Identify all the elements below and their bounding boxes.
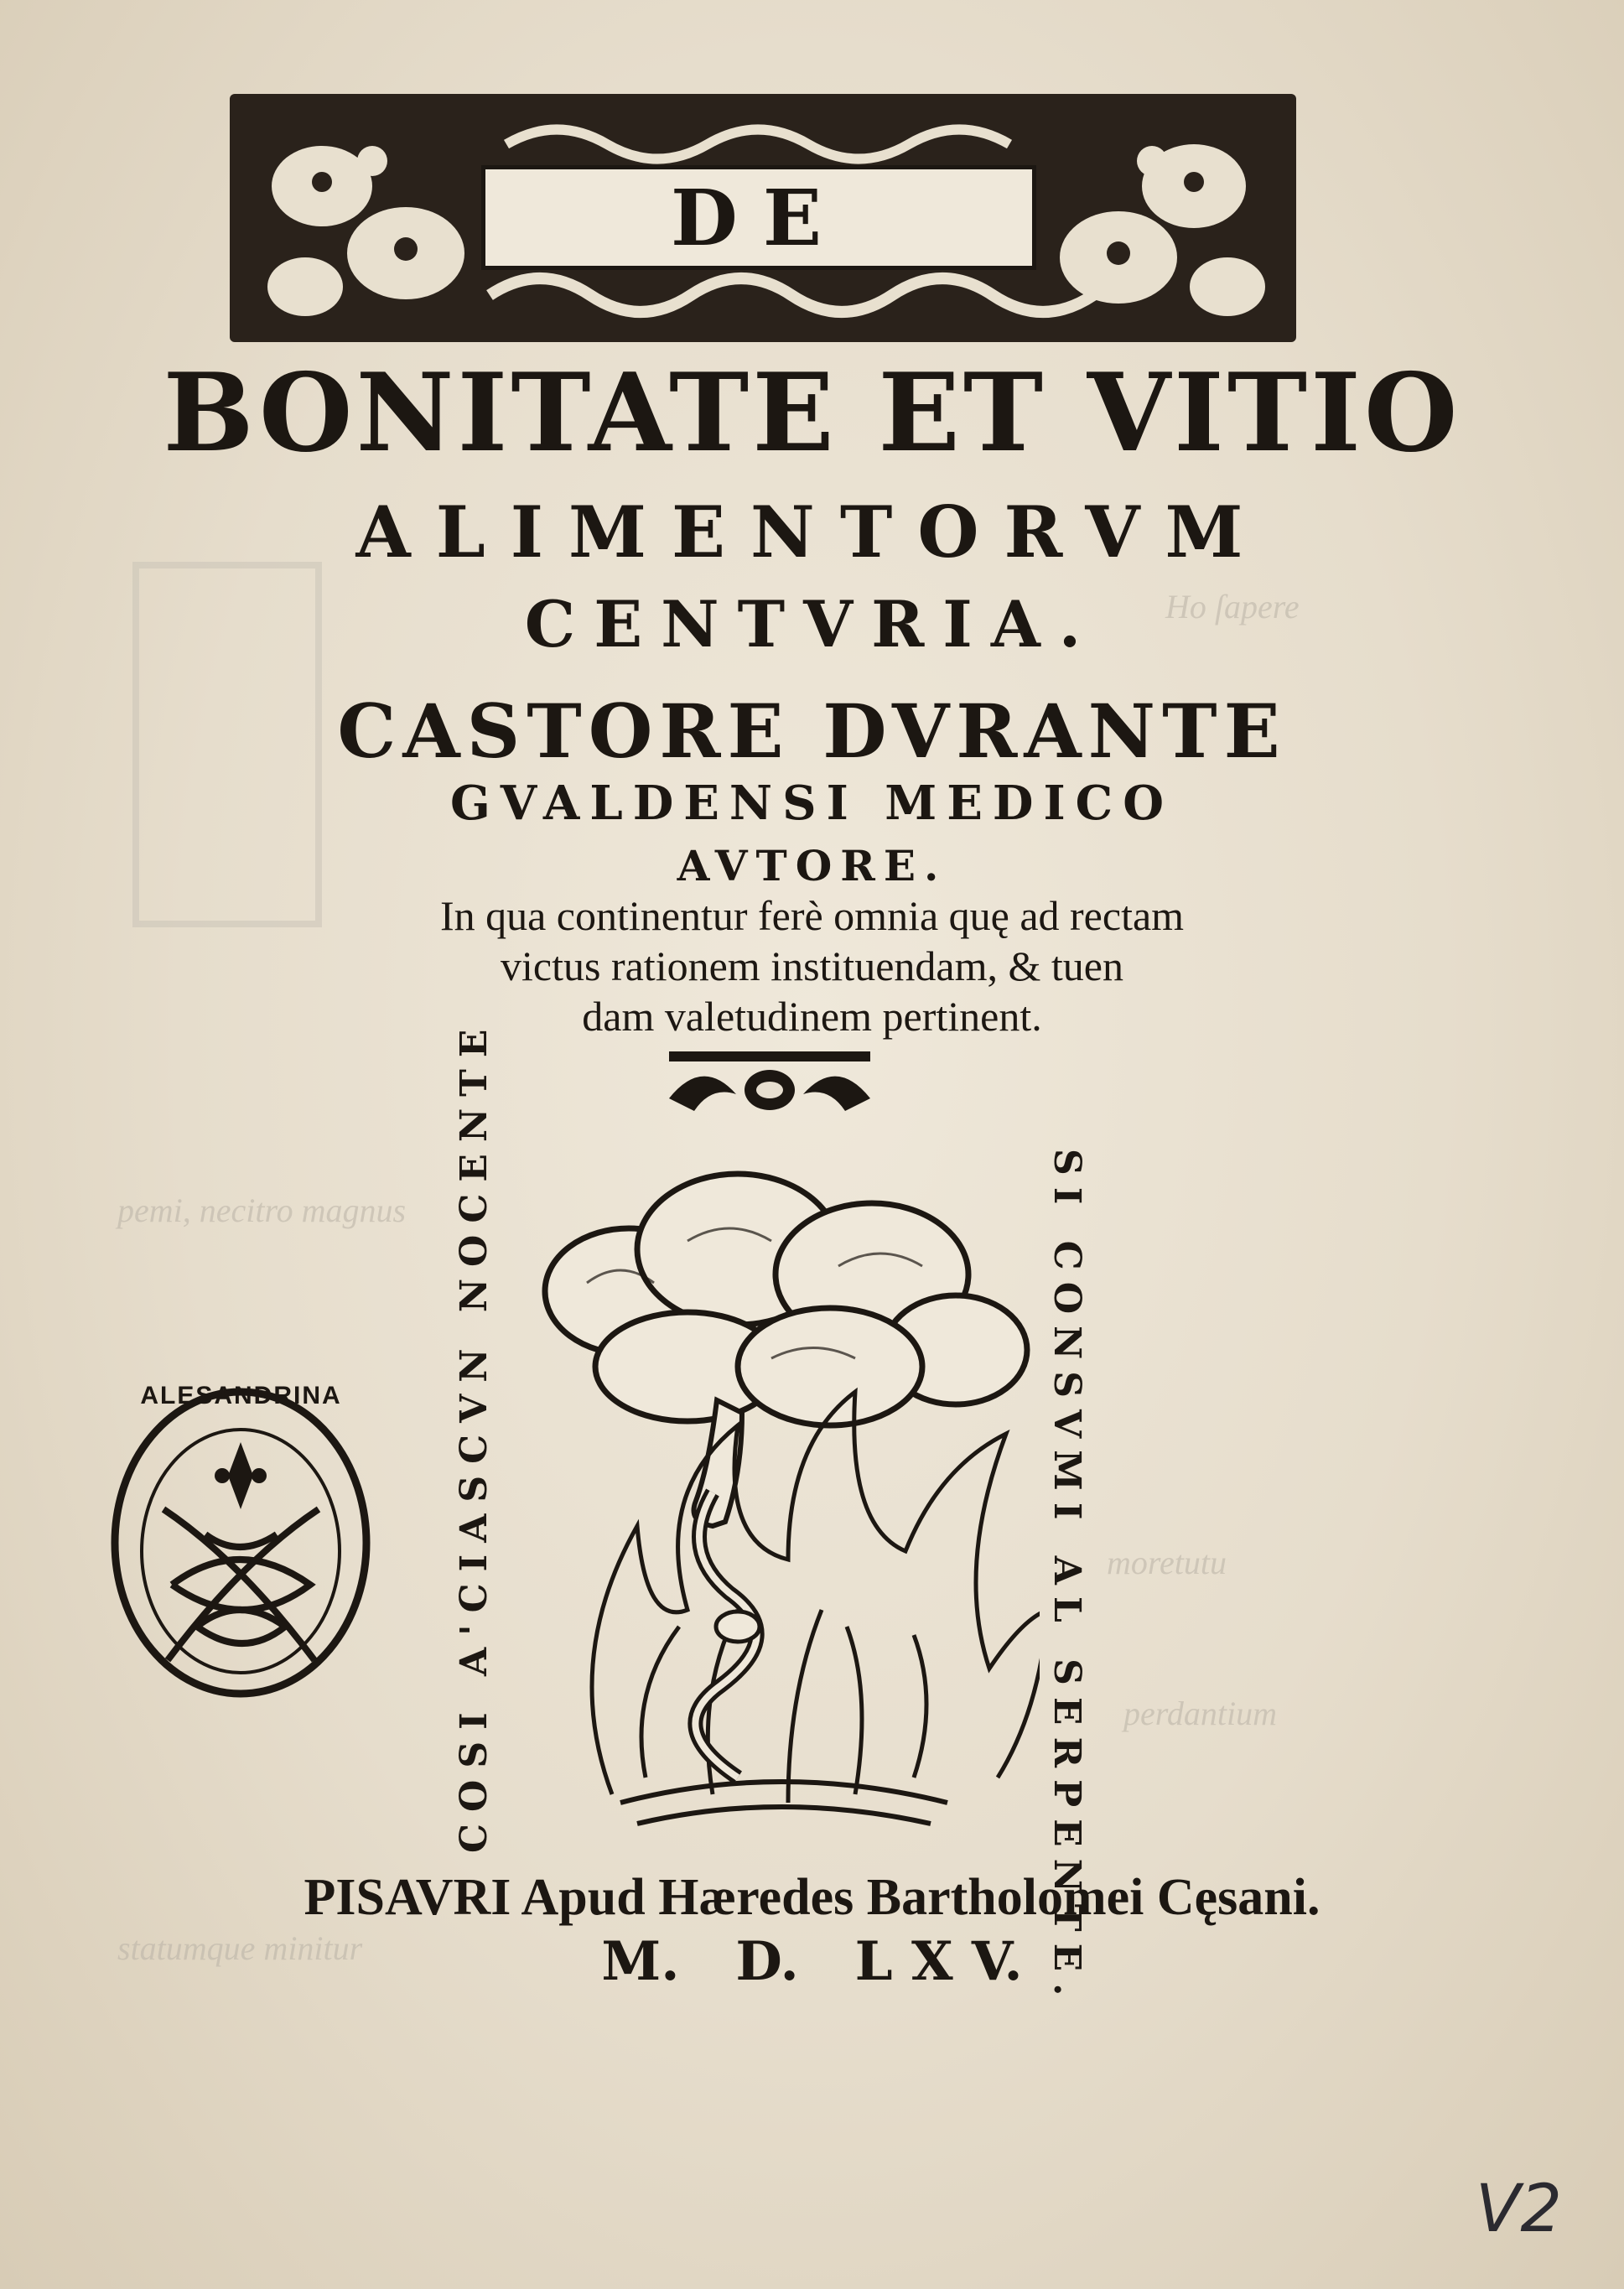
description-line-2: victus rationem instituendam, & tuen bbox=[501, 942, 1123, 989]
imprint-line: PISAVRI Apud Hæredes Bartholomei Cęsani. bbox=[304, 1869, 1320, 1926]
fleuron-ornament bbox=[661, 1048, 879, 1120]
author-name: CASTORE DVRANTE bbox=[337, 688, 1287, 775]
stamp-label-box bbox=[105, 1375, 377, 1425]
headpiece-cartouche: DE bbox=[481, 165, 1036, 270]
description-line-1: In qua continentur ferè omnia quę ad rectam bbox=[439, 892, 1185, 939]
headpiece-frame bbox=[230, 94, 1296, 342]
author-line-3: AVTORE. bbox=[677, 841, 947, 890]
title-line-2: ALIMENTORVM bbox=[355, 490, 1269, 574]
show-through-text: moretutu bbox=[1107, 1544, 1227, 1581]
show-through-text: perdantium bbox=[1123, 1695, 1277, 1732]
show-through-text: statumque minitur bbox=[117, 1929, 363, 1967]
author-line-2: GVALDENSI MEDICO bbox=[449, 776, 1175, 831]
stamp-label: ALESANDRINA bbox=[140, 1382, 342, 1409]
title-line-3: CENTVRIA. bbox=[524, 587, 1100, 662]
pencil-annotation: V2 bbox=[1476, 2172, 1562, 2247]
motto-right: SI CONSVMI AL SERPENTE. bbox=[1045, 1149, 1088, 2008]
show-through-text: Ho ſapere bbox=[1165, 588, 1300, 625]
show-through-text: pemi, necitro magnus bbox=[117, 1191, 407, 1229]
description-line-3: dam valetudinem pertinent. bbox=[582, 993, 1042, 1040]
imprint-date: M. D. L X V. bbox=[601, 1930, 1023, 1993]
printers-emblem bbox=[520, 1157, 1040, 1845]
motto-left: COSI A'CIASCVN NOCENTE bbox=[453, 1017, 496, 1853]
title-line-1: BONITATE ET VITIO bbox=[163, 350, 1461, 476]
